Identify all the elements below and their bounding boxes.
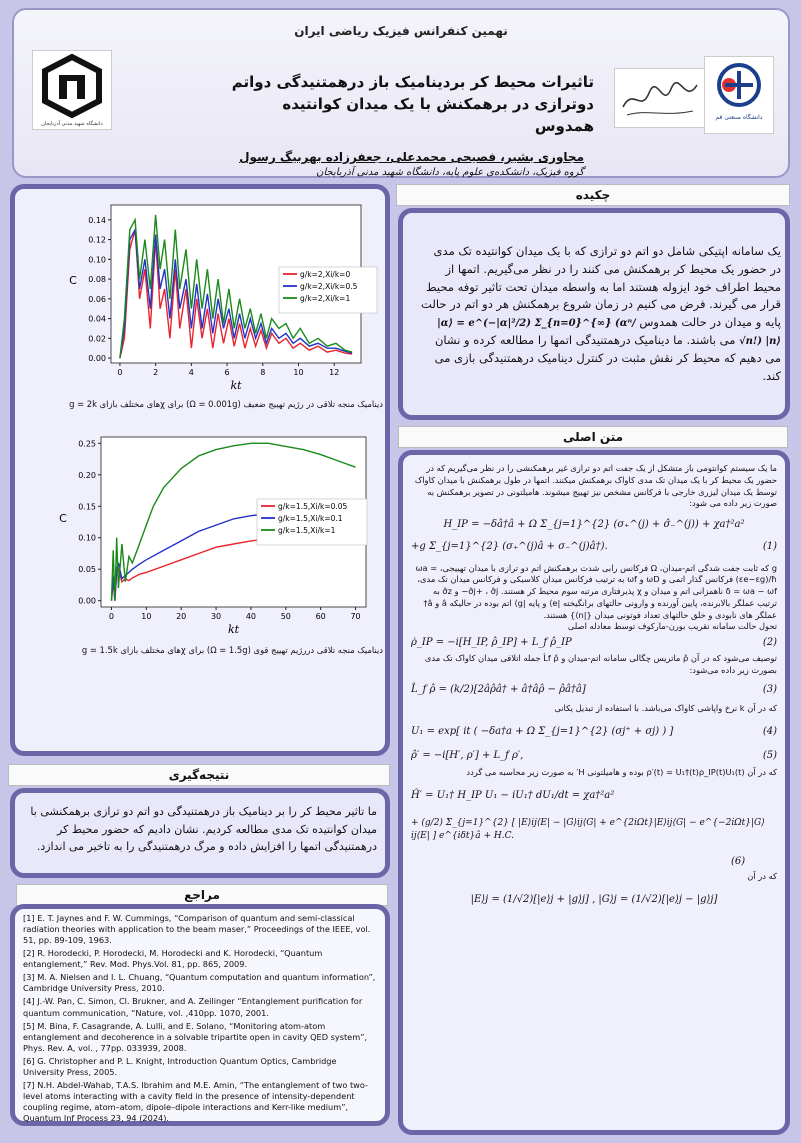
equation-4-number: (4) xyxy=(762,725,777,737)
conclusion-heading: نتیجه‌گیری xyxy=(8,764,390,786)
x-tick-label: 0 xyxy=(117,368,123,377)
reference-item: [4] J.-W. Pan, C. Simon, Cl. Brukner, and A. Zeilinger “Entanglement purification for quantum communication, “Nature, vol. ,410pp. 1070, 2001. xyxy=(23,996,363,1018)
logo-right-caption: دانشگاه صنعتی قم xyxy=(715,114,763,121)
affiliation: گروه فیزیک، دانشکده‌ی علوم پایه، دانشگاه شهید مدنی آذربایجان xyxy=(316,167,584,178)
main-paragraph-1: ما یک سیستم کوانتومی باز متشکل از یک جفت اتم دو ترازی غیر برهمکنشی را در نظر می‌گیریم که در حضور یک محیط کر با یک میدان تک مدی کاواک برهمکنش میکنند. اتمها در طول برهمکنش با میدان کاواک توسط یک میدان لیزری خارجی با فرکانس مشخص نیز تهییج میشوند. هامیلتونی در تصویر برهمکنش به صورت زیر داده می شود: xyxy=(414,463,777,509)
abstract-text-part2: می باشند. ما دینامیک درهمتنیدگی اتمها را مطالعه کرده و نشان می دهیم که محیط کر نقش مثبت در کنترل دینامیک درهمتنیدگی بازی می کند. xyxy=(434,333,781,383)
main-paragraph-4: توصیف می‌شود که در آن ρ̂ ماتریس چگالی سامانه اتم-میدان و L̂f ρ̂ جمله اتلافی میدان کاواک تک مدی بصورت زیر داده می‌شود: xyxy=(424,653,777,676)
university-logo-left xyxy=(32,50,112,130)
author-list: مجاوری بشیر، فصیحی محمدعلی، جعفرزاده بهربیگ رسول xyxy=(239,150,584,164)
y-tick-label: 0.08 xyxy=(88,275,106,285)
reference-item: [1] E. T. Jaynes and F. W. Cummings, “Comparison of quantum and semi-classical radiation theories with application to the beam maser,” Proceedings of the IEEE, vol. 51, pp. 89-109, 1963. xyxy=(23,913,371,946)
reference-item: [3] M. A. Nielsen and I. L. Chuang, “Quantum computation and quantum information”, Cambridge University Press, 2010. xyxy=(23,972,376,994)
main-paragraph-2: g که ثابت جفت شدگی اتم-میدان، Ω فرکانس رابی شدت برهمکنش اتم دو ترازی با میدان تهییجی، ωa = (εe−εg)/ħ فرکانس گذار اتمی و ωD و ωf به ترتیب فرکانس میدان کلاسیکی و فرکانس میدان تک مدی، δ = ωa − ωf ناهمزانی اتم و میدان و χ پذیرفتاری مرتبه سوم محیط کر هستند. σ̂j+ ، σ̂j− و σ̂z به ترتیب عملگر بالابرنده، پایین آورنده و وارونی حالتهای برانگیخته |e⟩ و پایه |g⟩ اتم بوده در حالیکه â و â† عملگر های نابودی و خلق حالتهای تعداد فوتونی میدان {|n⟩} هستند. xyxy=(415,562,777,620)
references-heading: مراجع xyxy=(16,884,388,906)
y-tick-label: 0.25 xyxy=(78,439,96,449)
figure1-caption: دینامیک منجه تلاقی در رژیم تهییج ضعیف (Ω = 0.001g) برای χهای مختلف بازای g = 2k xyxy=(69,399,383,409)
chart-weak-drive xyxy=(19,195,379,395)
y-tick-label: 0.10 xyxy=(78,533,96,543)
equation-3-number: (3) xyxy=(762,683,777,695)
coherent-state-equation: |α⟩ = e^(−|α|²/2) Σ_{n=0}^{∞} (αⁿ/√n!) |n⟩ xyxy=(437,318,781,348)
university-emblem-icon xyxy=(33,51,111,129)
reference-item: [7] N.H. Abdel-Wahab, T.A.S. Ibrahim and M.E. Amin, “The entanglement of two two-level atoms interacting with a cavity field in the presence of intensity-dependent coupling regime, atom–atom, dipole–dipole interactions and Kerr-like medium”, Quantum Inf Process 23, 94 (2024). xyxy=(23,1079,368,1124)
y-tick-label: 0.00 xyxy=(88,354,106,364)
conclusion-body: ما تاثیر محیط کر را بر دینامیک باز درهمتنیدگی دو اتم دو ترازی برهمکنشی با میدان کوانتیده تک مدی مطالعه کردیم. نشان دادیم که حضور محیط کر درهمتنیدگی اتمها را افزایش داده و مرگ درهمتنیدگی را به تاخیر می اندازد. xyxy=(30,805,377,854)
main-text-body xyxy=(411,463,777,907)
legend-label: g/k=2,Xi/k=1 xyxy=(300,294,351,303)
x-tick-label: 2 xyxy=(153,368,159,377)
conference-name: نهمین کنفرانس فیزیک ریاضی ایران xyxy=(294,24,508,38)
x-tick-label: 6 xyxy=(224,368,230,377)
logo-left-caption: دانشگاه شهید مدنی آذربایجان xyxy=(41,121,103,127)
y-tick-label: 0.06 xyxy=(88,294,106,304)
references-panel xyxy=(10,904,390,1126)
abstract-heading: چکیده xyxy=(396,184,790,206)
equation-6b: + (g/2) Σ_{j=1}^{2} [ |E⟩ij⟨E| − |G⟩ij⟨G| + e^{2iΩt}|E⟩ij⟨G| − e^{−2iΩt}|G⟩ij⟨E| ] e^{iδt}â + H.C. xyxy=(411,818,765,842)
equation-7: |E⟩j = (1/√2)[|e⟩j + |g⟩j] , |G⟩j = (1/√2)[|e⟩j − |g⟩j] xyxy=(470,893,718,905)
legend-label: g/k=1.5,Xi/k=1 xyxy=(278,526,336,535)
x-tick-label: 10 xyxy=(141,612,152,621)
equation-5: ρ̂′ = −i[H′, ρ′] + L_f ρ′, xyxy=(411,750,524,762)
abstract-text-part1: یک سامانه اپتیکی شامل دو اتم دو ترازی که با یک میدان کوانتیده تک مدی در حضور یک محیط کر برهمکنش می کنند را در نظر می‌گیریم. اتمها از محیط اطراف خود ایزوله هستند اما به واسطه میدان تحت تاثیر توفه محیط قرار می گیرند. فرض می کنیم در زمان شروع برهمکنش هر دو اتم در حالت پایه و میدان در حالت همدوس xyxy=(421,244,781,330)
x-tick-label: 40 xyxy=(245,612,257,621)
y-tick-label: 0.14 xyxy=(88,215,106,225)
equation-2: ρ̇_IP = −i[H_IP, ρ̂_IP] + L_f ρ̂_IP xyxy=(411,637,572,649)
legend-label: g/k=1.5,Xi/k=0.1 xyxy=(278,514,343,523)
x-tick-label: 50 xyxy=(280,612,291,621)
poster-header xyxy=(12,8,790,178)
equation-6-number: (6) xyxy=(731,855,746,867)
chart-strong-drive xyxy=(19,429,379,639)
legend-label: g/k=2,Xi/k=0.5 xyxy=(300,282,358,291)
equation-1a: H_IP = −δâ†â + Ω Σ_{j=1}^{2} (σ₊^(j) + σ̂₋^(j)) + χa†²a² xyxy=(443,519,745,531)
equation-3: L̂_f ρ̂ = (k/2)[2âρ̂â† + â†âρ̂ − ρ̂â†â] xyxy=(411,683,586,695)
y-tick-label: 0.12 xyxy=(88,235,106,245)
y-axis-label: C xyxy=(59,512,67,525)
x-axis-label: kt xyxy=(227,623,240,636)
x-tick-label: 12 xyxy=(329,368,340,377)
x-tick-label: 10 xyxy=(293,368,304,377)
legend-label: g/k=1.5,Xi/k=0.05 xyxy=(278,502,348,511)
x-axis-label: kt xyxy=(230,379,242,392)
x-tick-label: 60 xyxy=(315,612,326,621)
legend-label: g/k=2,Xi/k=0 xyxy=(300,270,351,279)
y-axis-label: C xyxy=(69,274,77,287)
conclusion-panel xyxy=(10,788,390,878)
y-tick-label: 0.05 xyxy=(78,565,96,575)
y-tick-label: 0.15 xyxy=(78,502,96,512)
reference-list xyxy=(23,913,379,1126)
abstract-body xyxy=(421,243,781,386)
x-tick-label: 0 xyxy=(108,612,115,621)
equation-1-number: (1) xyxy=(762,541,777,553)
poster-title: تاثیرات محیط کر بردینامیک باز درهمتنیدگی دواتم دوترازی در برهمکنش با یک میدان کوانتیده همدوس xyxy=(231,73,594,135)
equation-5-number: (5) xyxy=(762,750,777,762)
y-tick-label: 0.02 xyxy=(88,334,106,344)
x-tick-label: 20 xyxy=(176,612,187,621)
reference-item: [5] M. Bina, F. Casagrande, A. Lulli, and E. Solano, “Monitoring atom-atom entanglement and decoherence in a solvable tripartite open in cavity QED system”, Phys. Rev. A, vol. , 77pp. 033939, 2008. xyxy=(23,1020,368,1053)
x-tick-label: 4 xyxy=(188,368,194,377)
signature-icon xyxy=(615,69,705,127)
reference-item: [2] R. Horodecki, P. Horodecki, M. Horodecki and K. Horodecki, “Quantum entanglement,” Rev. Mod. Phys.Vol. 81, pp. 865, 2009. xyxy=(23,948,323,970)
y-tick-label: 0.00 xyxy=(78,596,96,606)
main-text-heading: متن اصلی xyxy=(398,426,788,448)
y-tick-label: 0.04 xyxy=(88,314,106,324)
figure2-caption: دینامیک منجه تلاقی دررژیم تهییج قوی (Ω = 1.5g) برای χهای مختلف بازای g = 1.5k xyxy=(81,645,383,655)
main-paragraph-6: که در آن ρ′(t) = U₁†(t)ρ_IP(t)U₁(t) بوده و هامیلتونی H′ به صورت زیر محاسبه می گردد xyxy=(466,767,777,778)
equation-4: U₁ = exp[ it ( −δa†a + Ω Σ_{j=1}^{2} (σj⁺ + σj) ) ] xyxy=(411,725,674,737)
x-tick-label: 70 xyxy=(350,612,361,621)
equation-1b: +g Σ_{j=1}^{2} (σ₊^(j)â + σ₋^(j)â†). xyxy=(411,541,608,553)
figures-panel xyxy=(10,184,390,756)
reference-item: [6] G. Christopher and P. L. Knight, Introduction Quantum Optics, Cambridge University Press, 2005. xyxy=(23,1055,337,1077)
main-text-panel xyxy=(398,450,790,1135)
main-paragraph-5: که در آن k نرخ واپاشی کاواک می‌باشد. با استفاده از تبدیل یکانی xyxy=(554,703,777,714)
y-tick-label: 0.10 xyxy=(88,255,106,265)
x-tick-label: 8 xyxy=(260,368,266,377)
main-paragraph-7: که در آن xyxy=(747,870,777,881)
conference-signature-logo xyxy=(614,68,706,128)
x-tick-label: 30 xyxy=(210,612,222,621)
y-tick-label: 0.20 xyxy=(78,470,96,480)
main-paragraph-3: تحول حالت سامانه تقریب بورن-مارکوف توسط معادله اصلی xyxy=(567,621,777,632)
equation-2-number: (2) xyxy=(762,637,777,649)
abstract-panel xyxy=(398,208,790,420)
qom-university-emblem-icon xyxy=(705,57,773,133)
equation-6a: Ĥ′ = U₁† H_IP U₁ − iU₁† dU₁/dt = χa†²a² xyxy=(411,790,615,802)
university-logo-right xyxy=(704,56,774,134)
